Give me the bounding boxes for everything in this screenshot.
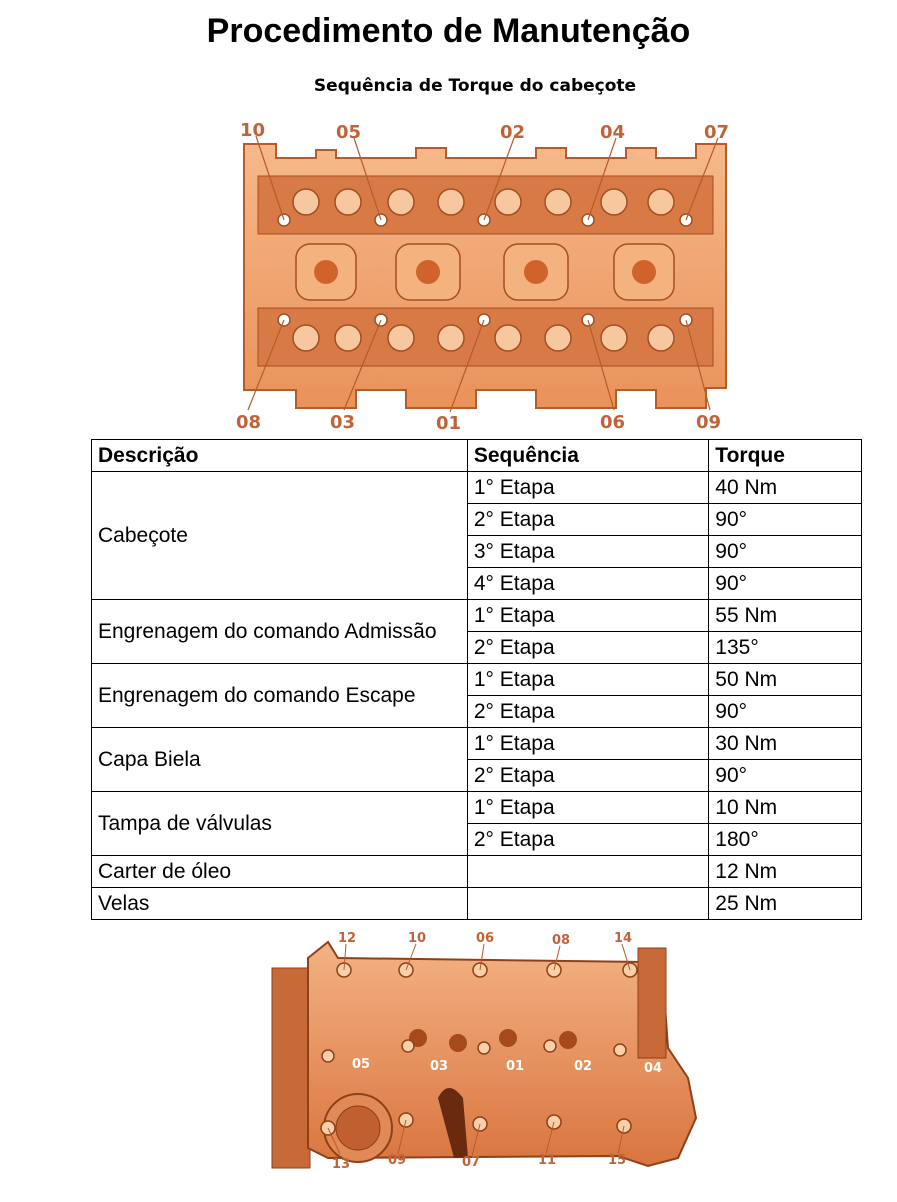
label-middle-2: 03	[430, 1059, 449, 1074]
torque-cell: 30 Nm	[709, 728, 862, 760]
label-bottom-5: 15	[608, 1153, 627, 1168]
cylinder-head-diagram	[236, 118, 736, 436]
label-middle-1: 05	[352, 1057, 371, 1072]
label-top-5: 07	[704, 122, 730, 143]
torque-cell: 25 Nm	[709, 888, 862, 920]
sequence-cell: 4° Etapa	[467, 568, 708, 600]
header-descricao: Descrição	[92, 440, 468, 472]
description-cell: Velas	[92, 888, 468, 920]
header-torque: Torque	[709, 440, 862, 472]
label-top-3: 06	[476, 931, 495, 946]
description-cell: Carter de óleo	[92, 856, 468, 888]
description-cell: Tampa de válvulas	[92, 792, 468, 856]
table-header-row	[92, 440, 862, 472]
torque-cell: 12 Nm	[709, 856, 862, 888]
torque-cell: 50 Nm	[709, 664, 862, 696]
description-cell: Engrenagem do comando Escape	[92, 664, 468, 728]
table-row	[92, 856, 862, 888]
sequence-cell	[467, 856, 708, 888]
sequence-cell: 1° Etapa	[467, 728, 708, 760]
table-row	[92, 472, 862, 504]
torque-cell: 55 Nm	[709, 600, 862, 632]
label-bottom-2: 09	[388, 1153, 407, 1168]
header-sequencia: Sequência	[467, 440, 708, 472]
torque-cell: 90°	[709, 568, 862, 600]
label-bottom-3: 01	[436, 413, 462, 434]
torque-cell: 90°	[709, 760, 862, 792]
label-top-5: 14	[614, 931, 633, 946]
label-bottom-1: 13	[332, 1157, 351, 1172]
label-bottom-5: 09	[696, 412, 722, 433]
valve-cover-diagram	[268, 928, 708, 1198]
label-top-4: 08	[552, 933, 571, 948]
page-title: Procedimento de Manutenção	[206, 12, 691, 50]
torque-table	[91, 439, 862, 920]
sequence-cell: 2° Etapa	[467, 504, 708, 536]
page-subtitle: Sequência de Torque do cabeçote	[313, 76, 637, 96]
torque-cell: 90°	[709, 504, 862, 536]
sequence-cell: 1° Etapa	[467, 600, 708, 632]
sequence-cell: 2° Etapa	[467, 824, 708, 856]
label-top-1: 12	[338, 931, 357, 946]
torque-cell: 135°	[709, 632, 862, 664]
table-row	[92, 664, 862, 696]
label-top-3: 02	[500, 122, 526, 143]
label-bottom-4: 11	[538, 1153, 557, 1168]
label-middle-3: 01	[506, 1059, 525, 1074]
label-bottom-3: 07	[462, 1155, 481, 1170]
label-top-4: 04	[600, 122, 626, 143]
torque-cell: 40 Nm	[709, 472, 862, 504]
sequence-cell: 1° Etapa	[467, 664, 708, 696]
torque-cell: 90°	[709, 536, 862, 568]
label-bottom-4: 06	[600, 412, 626, 433]
label-middle-5: 04	[644, 1061, 663, 1076]
label-bottom-1: 08	[236, 412, 262, 433]
table-row	[92, 792, 862, 824]
torque-cell: 10 Nm	[709, 792, 862, 824]
label-top-2: 05	[336, 122, 362, 143]
sequence-cell: 1° Etapa	[467, 472, 708, 504]
sequence-cell: 3° Etapa	[467, 536, 708, 568]
table-row	[92, 888, 862, 920]
label-bottom-2: 03	[330, 412, 356, 433]
table-row	[92, 728, 862, 760]
torque-cell: 90°	[709, 696, 862, 728]
description-cell: Capa Biela	[92, 728, 468, 792]
table-row	[92, 600, 862, 632]
torque-cell: 180°	[709, 824, 862, 856]
sequence-cell: 2° Etapa	[467, 632, 708, 664]
label-top-2: 10	[408, 931, 427, 946]
sequence-cell: 1° Etapa	[467, 792, 708, 824]
description-cell: Cabeçote	[92, 472, 468, 600]
label-middle-4: 02	[574, 1059, 593, 1074]
description-cell: Engrenagem do comando Admissão	[92, 600, 468, 664]
sequence-cell: 2° Etapa	[467, 760, 708, 792]
sequence-cell	[467, 888, 708, 920]
sequence-cell: 2° Etapa	[467, 696, 708, 728]
label-top-1: 10	[240, 120, 266, 141]
